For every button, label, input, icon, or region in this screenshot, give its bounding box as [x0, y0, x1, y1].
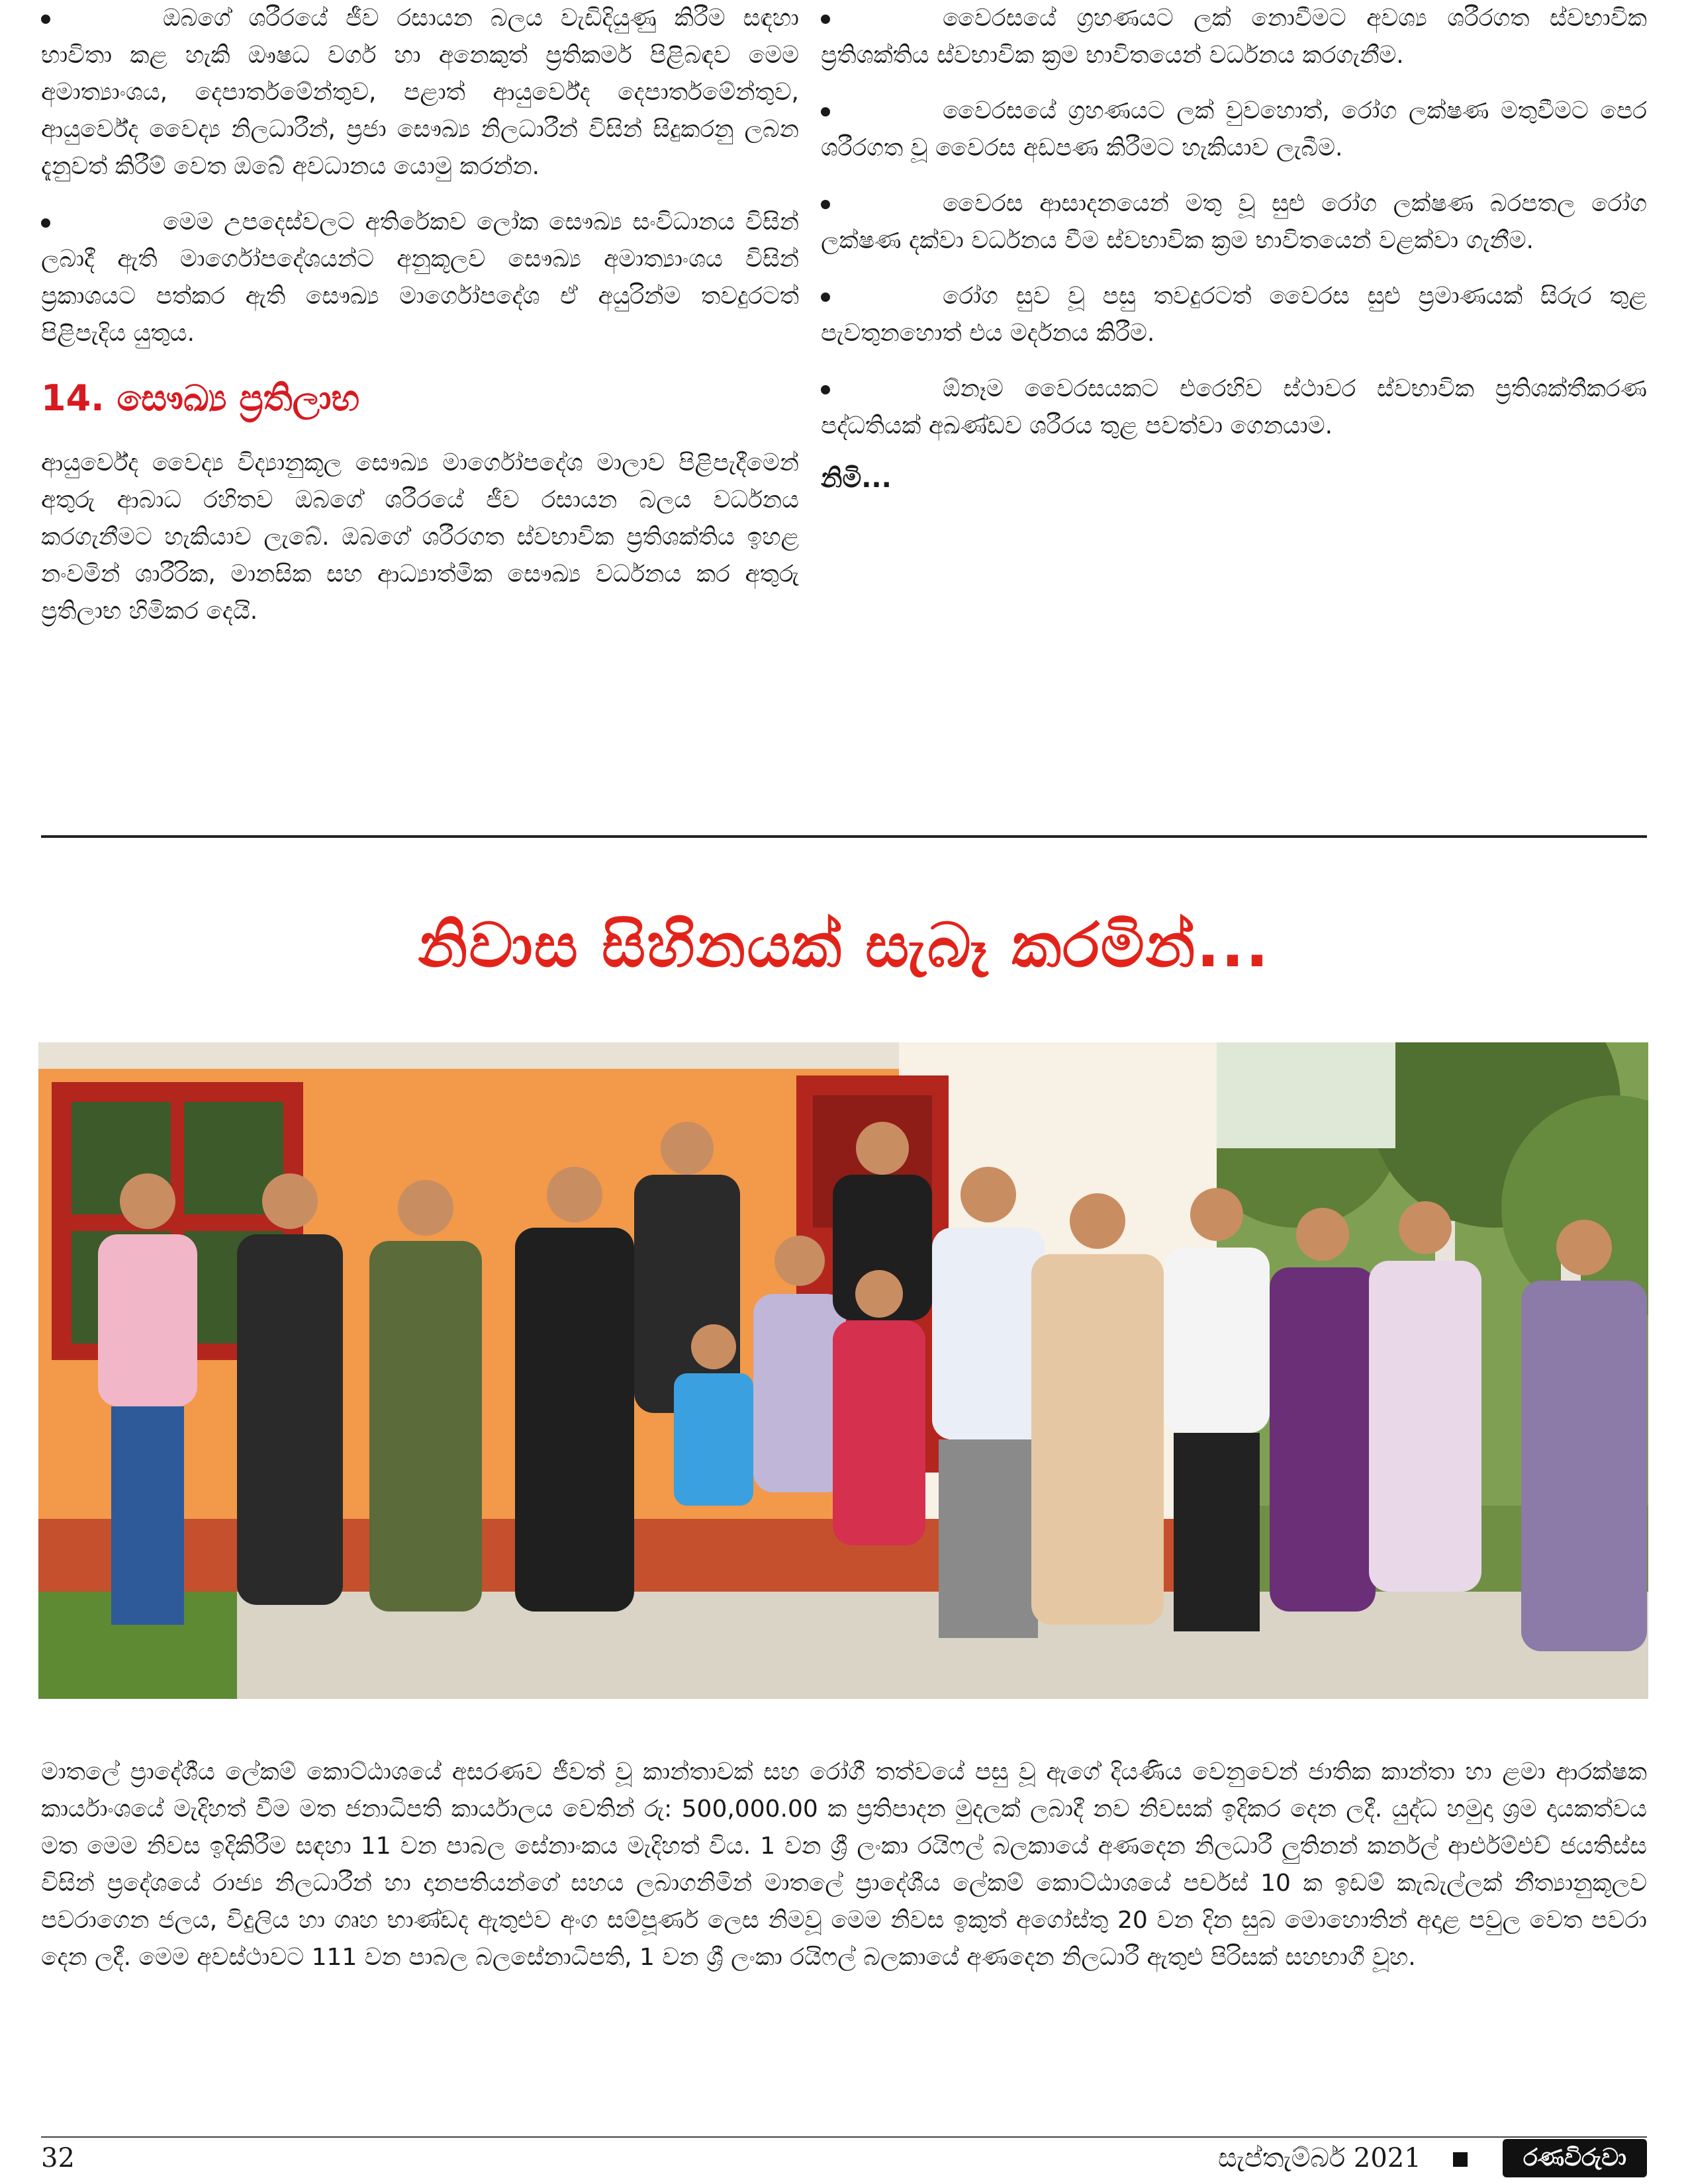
section-heading: 14. සෞඛ්‍ය ප්‍රතිලාභ — [41, 377, 360, 419]
footer-date: සැප්තැම්බර් 2021 — [1218, 2143, 1421, 2173]
article-headline: නිවාස සිහිනයක් සැබෑ කරමින්... — [418, 910, 1270, 981]
square-bullet-icon — [1453, 2152, 1468, 2167]
page-number: 32 — [41, 2143, 75, 2173]
left-column — [41, 0, 799, 649]
bullet-icon — [41, 15, 50, 24]
right-bullet-3: වෛරස ආසාදනයෙන් මතු වූ සුළු රෝග ලක්ෂණ බරපතල රෝග ලක්ෂණ දක්වා වර්ධනය වීම ස්වභාවික ක්‍රම භාවිතයෙන් වළක්වා ගැනීම. — [821, 190, 1647, 254]
right-bullet-2: වෛරසයේ ග්‍රහණයට ලක් වුවහොත්, රෝග ලක්ෂණ මතුවීමට පෙර ශරීරගත වූ වෛරස අඩපණ කිරීමට හැකියාව ලැබීම. — [821, 97, 1647, 161]
closing-text: නිමි... — [821, 463, 892, 494]
bullet-icon — [821, 293, 830, 302]
bullet-icon — [821, 15, 830, 24]
right-bullet-5: ඕනෑම වෛරසයකට එරෙහිව ස්ථාවර ස්වභාවික ප්‍රතිශක්තීකරණ පද්ධතියක් අඛණ්ඩව ශරීරය තුළ පවත්වා ගෙනයාම. — [821, 375, 1647, 439]
section-divider — [41, 835, 1647, 838]
section-body: ආයුර්වේද වෛද්‍ය විද්‍යානුකූල සෞඛ්‍ය මාර්ගෝපදේශ මාලාව පිළිපැදීමෙන් අතුරු ආබාධ රහිතව ඔබගේ ශරීරයේ ජීව රසායන බලය වර්ධනය කරගැනීමට හැකියාව ලැබේ. ඔබගේ ශරීරගත ස්වභාවික ප්‍රතිශක්තිය ඉහළ නංවමින් ශාරීරික, මානසික සහ ආධ්‍යාත්මික සෞඛ්‍ය වර්ධනය කර අතුරු ප්‍රතිලාභ හිමිකර දෙයි. — [41, 449, 799, 625]
article-body: මාතලේ ප්‍රාදේශීය ලේකම් කොට්ඨාශයේ අසරණව ජීවත් වූ කාන්තාවක් සහ රෝගී තත්වයේ පසු වූ ඇගේ දියණිය වෙනුවෙන් ජාතික කාන්තා හා ළමා ආරක්ෂක කාර්යාංශයේ මැදිහත් වීම මත ජනාධිපති කාර්යාලය වෙතින් රු: 500,000.00 ක ප්‍රතිපාදන මුදලක් ලබාදී නව නිවසක් ඉදිකර දෙන ලදී. යුද්ධ හමුදා ශ්‍රම දායකත්වය මත මෙම නිවස ඉදිකිරීම සඳහා 11 වන පාබල සේනාංකය මැදිහත් විය. 1 වන ශ්‍රී ලංකා රයිෆල් බලකායේ අණදෙන නිලධාරී ලුතිනන් කර්නල් ආර්එම්එච් ජයතිස්ස විසින් ප්‍රදේශයේ රාජ්‍ය නිලධාරීන් හා දානපතියන්ගේ සහය ලබාගනිමින් මාතලේ ප්‍රාදේශීය ලේකම් කොට්ඨාශයේ පර්චස් 10 ක ඉඩම් කැබැල්ලක් නීත්‍යානුකූලව පවරාගෙන ජලය, විදුලිය හා ගෘහ භාණ්ඩද ඇතුළුව අංග සම්පූර්ණ ලෙස නිමවූ මෙම නිවස ඉකුත් අගෝස්තු 20 වන දින සුබ මොහොතින් අදාළ පවුල වෙත පවරා දෙන ලදී. මෙම අවස්ථාවට 111 වන පාබල බලසේනාධිපති, 1 වන ශ්‍රී ලංකා රයිෆල් බලකායේ අණදෙන නිලධාරී ඇතුළු පිරිසක් සහභාගී වූහ. — [41, 1758, 1647, 1971]
bullet-icon — [41, 218, 50, 228]
bullet-icon — [821, 107, 830, 116]
right-bullet-4: රෝග සුව වූ පසු තවදුරටත් වෛරස සුළු ප්‍රමාණයක් සිරුර තුළ පැවතුනහොත් එය මර්දනය කිරීම. — [821, 283, 1647, 347]
group-photo — [38, 1042, 1648, 1699]
bullet-icon — [821, 200, 830, 209]
publication-logo: රණවිරුවා — [1503, 2139, 1647, 2177]
left-bullet-1: ඔබගේ ශරීරයේ ජීව රසායන බලය වැඩිදියුණු කිරීම සඳහා භාවිතා කළ හැකි ඖෂධ වර්ග හා අනෙකුත් ප්‍රතිකර්ම පිළිබඳව මෙම අමාත්‍යාංශය, දෙපාර්තමේන්තුව, පළාත් ආයුර්වේද දෙපාර්තමේන්තුව, ආයුර්වේද වෛද්‍ය නිලධාරීන්, ප්‍රජා සෞඛ්‍ය නිලධාරීන් විසින් සිදුකරනු ලබන දැනුවත් කිරීම් වෙත ඔබේ අවධානය යොමු කරන්න. — [41, 5, 799, 180]
right-bullet-1: වෛරසයේ ග්‍රහණයට ලක් නොවීමට අවශ්‍ය ශරීරගත ස්වභාවික ප්‍රතිශක්තිය ස්වභාවික ක්‍රම භාවිතයෙන් වර්ධනය කරගැනීම. — [821, 5, 1647, 69]
left-bullet-2: මෙම උපදෙස්වලට අතිරේකව ලෝක සෞඛ්‍ය සංවිධානය විසින් ලබාදී ඇති මාර්ගෝපදේශයන්ට අනුකූලව සෞඛ්‍ය අමාත්‍යාංශය විසින් ප්‍රකාශයට පත්කර ඇති සෞඛ්‍ය මාර්ගෝපදේශ ඒ අයුරින්ම තවදුරටත් පිළිපැදිය යුතුය. — [41, 208, 799, 347]
right-column — [821, 0, 1647, 494]
group-photo-illustration — [38, 1042, 1648, 1699]
bullet-icon — [821, 385, 830, 394]
footer-divider — [41, 2136, 1647, 2138]
